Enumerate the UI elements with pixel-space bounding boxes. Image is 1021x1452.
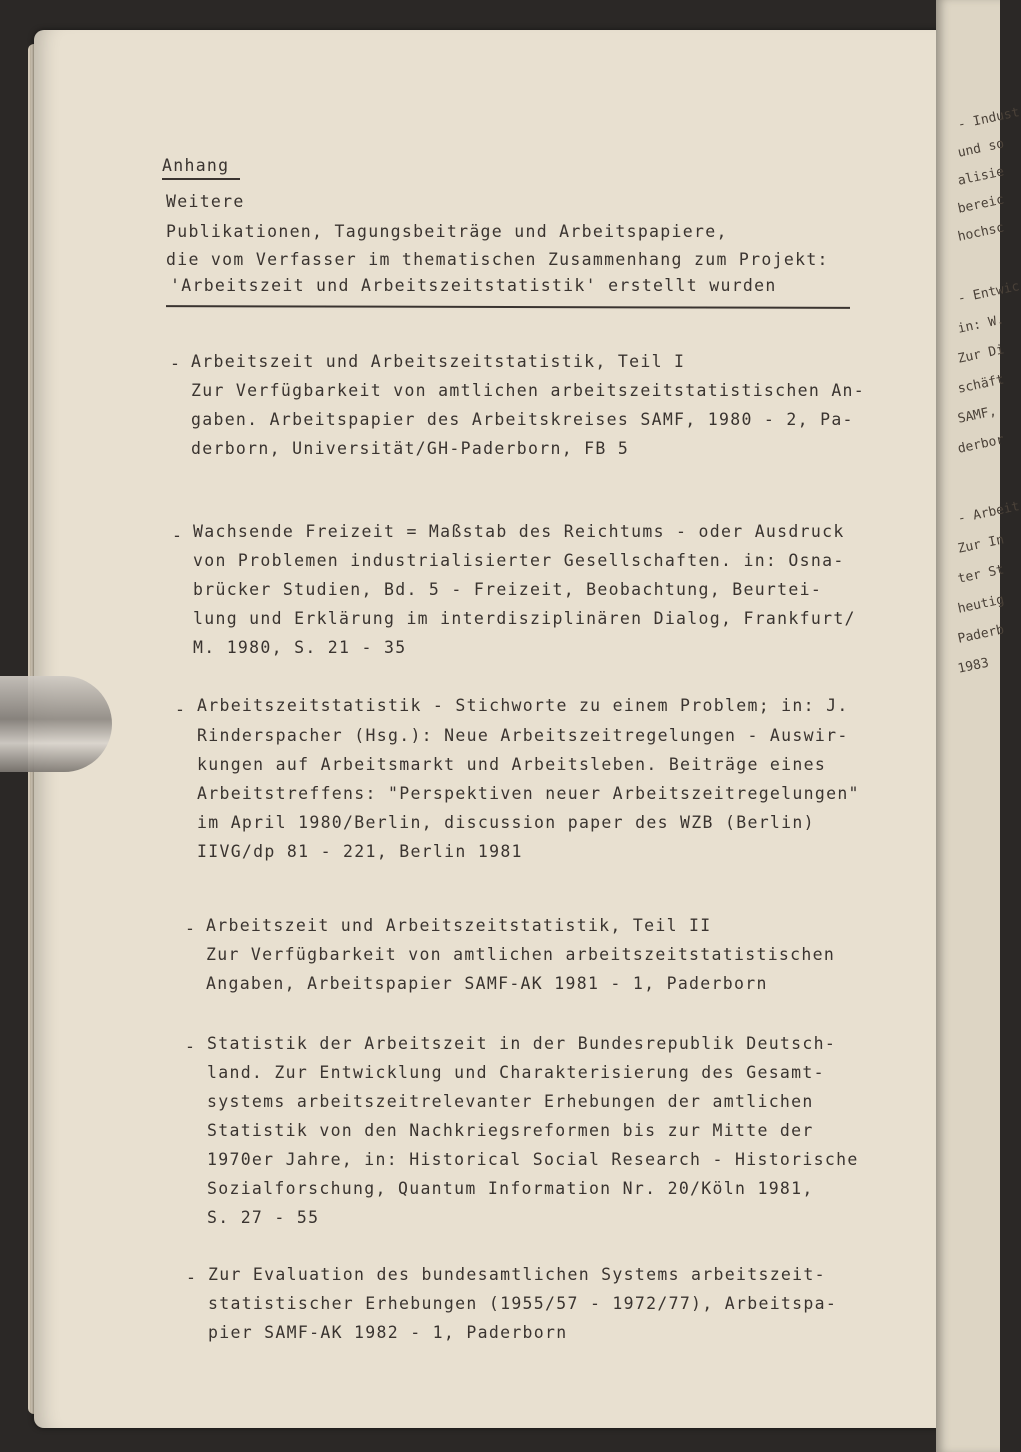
entry-line: kungen auf Arbeitsmarkt und Arbeitsleben. Beiträge eines [197, 755, 827, 774]
entry-line: Zur Evaluation des bundesamtlichen Systems arbeitszeit- [208, 1265, 826, 1284]
intro-line: 'Arbeitszeit und Arbeitszeitstatistik' erstellt wurden [170, 276, 777, 295]
entry-line: lung und Erklärung im interdisziplinären Dialog, Frankfurt/ [193, 609, 856, 628]
facing-page-fragment: bereic [956, 192, 1006, 217]
entry-line: 1970er Jahre, in: Historical Social Research - Historische [207, 1150, 859, 1169]
entry-line: IIVG/dp 81 - 221, Berlin 1981 [197, 842, 523, 861]
entry-line: Zur Verfügbarkeit von amtlichen arbeitszeitstatistischen [206, 945, 836, 964]
entry-line: gaben. Arbeitspapier des Arbeitskreises SAMF, 1980 - 2, Pa- [191, 410, 854, 429]
entry-line: Statistik der Arbeitszeit in der Bundesrepublik Deutsch- [207, 1034, 837, 1053]
entry-line: pier SAMF-AK 1982 - 1, Paderborn [208, 1323, 568, 1342]
intro-line: die vom Verfasser im thematischen Zusammenhang zum Projekt: [166, 250, 829, 269]
intro-line: Publikationen, Tagungsbeiträge und Arbeitspapiere, [166, 222, 728, 241]
entry-dash: - [175, 700, 187, 719]
facing-page-fragment: Zur In [956, 532, 1006, 557]
entry-line: land. Zur Entwicklung und Charakterisierung des Gesamt- [207, 1063, 825, 1082]
intro-line: Weitere [166, 192, 245, 211]
facing-page-fragment: hochsc [956, 220, 1006, 245]
facing-page-fragment: derbor [956, 432, 1006, 457]
entry-line: statistischer Erhebungen (1955/57 - 1972/77), Arbeitspa- [208, 1294, 838, 1313]
entry-line: Statistik von den Nachkriegsreformen bis zur Mitte der [207, 1121, 814, 1140]
entry-line: Sozialforschung, Quantum Information Nr. 20/Köln 1981, [207, 1179, 814, 1198]
entry-dash: - [172, 526, 184, 545]
entry-line: derborn, Universität/GH-Paderborn, FB 5 [191, 439, 630, 458]
entry-line: im April 1980/Berlin, discussion paper des WZB (Berlin) [197, 813, 815, 832]
entry-line: Arbeitszeit und Arbeitszeitstatistik, Teil II [206, 916, 712, 935]
entry-dash: - [170, 354, 182, 373]
facing-page-fragment: Paderb [956, 622, 1006, 647]
section-divider [166, 305, 850, 309]
facing-page-fragment: SAMF, [956, 404, 998, 427]
facing-page-fragment: 1983 [956, 655, 991, 677]
entry-dash: - [185, 1037, 197, 1056]
facing-page-fragment: - Indust [956, 105, 1021, 133]
facing-page-fragment: alisie [956, 164, 1006, 189]
entry-line: Zur Verfügbarkeit von amtlichen arbeitszeitstatistischen An- [191, 381, 866, 400]
entry-line: brücker Studien, Bd. 5 - Freizeit, Beobachtung, Beurtei- [193, 580, 823, 599]
entry-line: M. 1980, S. 21 - 35 [193, 638, 407, 657]
entry-line: Arbeitszeit und Arbeitszeitstatistik, Teil I [191, 352, 686, 371]
facing-page-fragment: heutig [956, 592, 1006, 617]
page-heading: Anhang [162, 156, 230, 175]
entry-line: S. 27 - 55 [207, 1208, 320, 1227]
entry-line: von Problemen industrialisierter Gesellschaften. in: Osna- [193, 551, 845, 570]
facing-page-fragment: Zur Di [956, 342, 1006, 367]
facing-page-fragment: und so [956, 136, 1006, 161]
entry-line: Rinderspacher (Hsg.): Neue Arbeitszeitregelungen - Auswir- [197, 726, 849, 745]
facing-page-fragment: - Entwic [956, 279, 1021, 307]
entry-line: Angaben, Arbeitspapier SAMF-AK 1981 - 1, Paderborn [206, 974, 768, 993]
facing-page-fragment: ter St [956, 562, 1006, 587]
facing-page-fragment: in: W. [956, 312, 1006, 337]
entry-dash: - [186, 1268, 198, 1287]
facing-page-fragment: - Arbeit [956, 499, 1021, 527]
entry-line: Arbeitstreffens: "Perspektiven neuer Arbeitszeitregelungen" [197, 784, 860, 803]
heading-underline [162, 178, 240, 180]
entry-line: Arbeitszeitstatistik - Stichworte zu einem Problem; in: J. [197, 696, 849, 715]
entry-dash: - [185, 919, 197, 938]
entry-line: Wachsende Freizeit = Maßstab des Reichtums - oder Ausdruck [193, 522, 845, 541]
entry-line: systems arbeitszeitrelevanter Erhebungen der amtlichen [207, 1092, 814, 1111]
facing-page-fragment: schäft [956, 372, 1006, 397]
